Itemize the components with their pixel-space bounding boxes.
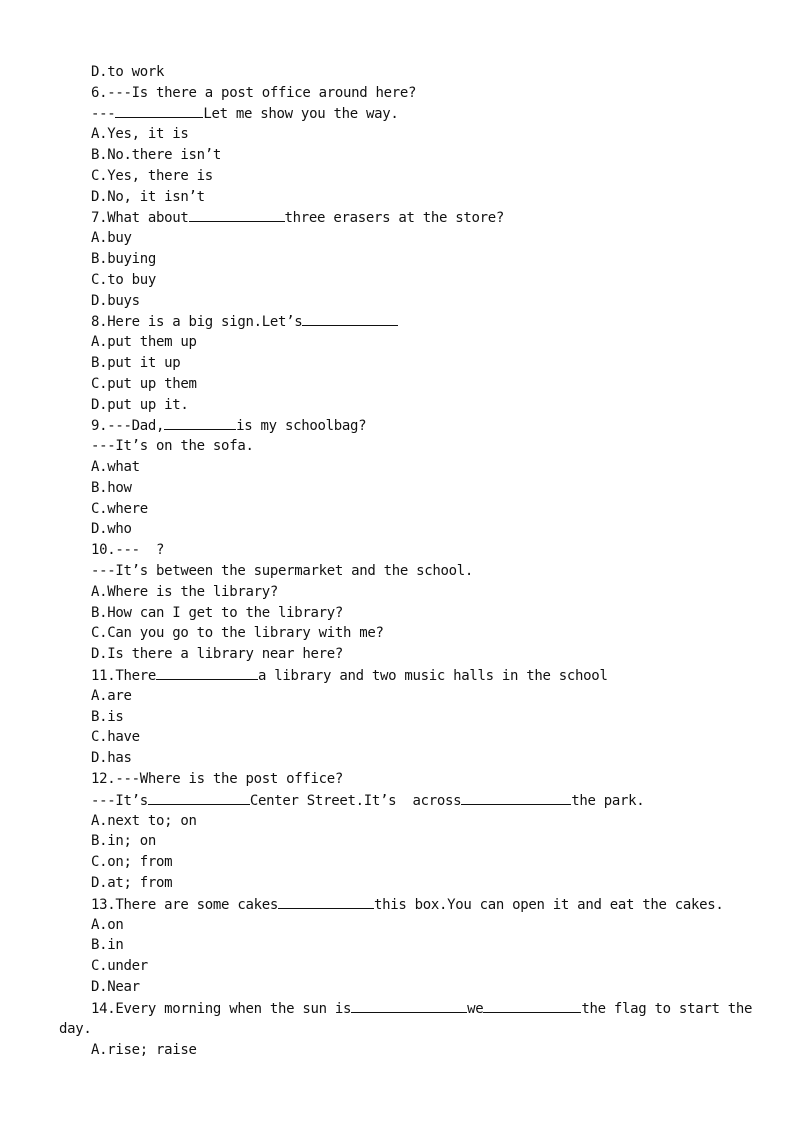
text-segment: ---: [91, 106, 116, 122]
text-segment: 14.Every morning when the sun is: [91, 1001, 352, 1017]
text-line: [91, 499, 148, 519]
text-line: [91, 831, 156, 851]
answer-blank: [115, 103, 203, 118]
text-line: [91, 103, 398, 123]
text-line: [91, 665, 608, 685]
text-segment: C.put up them: [91, 376, 197, 392]
text-line: [91, 935, 124, 955]
text-segment: 12.---Where is the post office?: [91, 771, 343, 787]
text-line: [91, 623, 384, 643]
text-segment: B.No.there isn’t: [91, 147, 222, 163]
text-segment: C.where: [91, 501, 148, 517]
text-segment: D.has: [91, 750, 132, 766]
text-segment: 9.---Dad,: [91, 418, 165, 434]
text-line: [91, 457, 140, 477]
text-segment: C.on; from: [91, 854, 173, 870]
text-segment: A.Yes, it is: [91, 126, 189, 142]
text-segment: B.How can I get to the library?: [91, 605, 343, 621]
text-segment: 10.--- ?: [91, 542, 165, 558]
text-segment: three erasers at the store?: [284, 210, 505, 226]
text-line: [91, 790, 644, 810]
text-line: [91, 353, 180, 373]
answer-blank: [189, 207, 285, 222]
text-line: [91, 769, 343, 789]
text-line: [91, 228, 132, 248]
text-line: [91, 727, 140, 747]
text-line: [91, 187, 205, 207]
text-segment: B.in: [91, 937, 124, 953]
text-line: [91, 62, 164, 82]
text-line: [91, 436, 254, 456]
text-segment: A.what: [91, 459, 140, 475]
text-segment: D.No, it isn’t: [91, 189, 205, 205]
text-segment: C.have: [91, 729, 140, 745]
text-segment: A.rise; raise: [91, 1042, 197, 1058]
text-segment: 11.There: [91, 668, 157, 684]
text-segment: day.: [59, 1021, 92, 1037]
text-segment: D.buys: [91, 293, 140, 309]
text-segment: C.Can you go to the library with me?: [91, 625, 384, 641]
answer-blank: [351, 998, 467, 1013]
text-segment: C.under: [91, 958, 148, 974]
text-segment: D.put up it.: [91, 397, 189, 413]
text-line: [91, 894, 724, 914]
text-line: [91, 311, 398, 331]
text-segment: B.buying: [91, 251, 157, 267]
text-segment: D.Is there a library near here?: [91, 646, 343, 662]
text-segment: ---It’s between the supermarket and the school.: [91, 563, 474, 579]
text-segment: Let me show you the way.: [203, 106, 399, 122]
text-segment: ---It’s on the sofa.: [91, 438, 254, 454]
text-segment: 13.There are some cakes: [91, 897, 278, 913]
text-segment: the flag to start the: [581, 1001, 753, 1017]
text-line: [91, 395, 189, 415]
text-segment: is my schoolbag?: [236, 418, 367, 434]
text-segment: B.put it up: [91, 355, 181, 371]
text-segment: D.Near: [91, 979, 140, 995]
text-line: [91, 519, 132, 539]
text-line: [91, 852, 172, 872]
text-line: [91, 270, 156, 290]
text-line: [91, 582, 278, 602]
answer-blank: [156, 665, 258, 680]
text-segment: 7.What about: [91, 210, 189, 226]
text-line: [91, 811, 197, 831]
text-line: [91, 873, 172, 893]
text-line: [91, 998, 752, 1018]
text-segment: Center Street.It’s across: [249, 793, 462, 809]
text-segment: we: [467, 1001, 484, 1017]
answer-blank: [278, 894, 374, 909]
text-segment: this box.You can open it and eat the cakes.: [373, 897, 724, 913]
text-line: [91, 332, 197, 352]
text-segment: B.how: [91, 480, 132, 496]
text-line: [91, 478, 132, 498]
answer-blank: [483, 998, 581, 1013]
text-segment: C.Yes, there is: [91, 168, 213, 184]
answer-blank: [164, 415, 236, 430]
text-segment: D.who: [91, 521, 132, 537]
text-segment: D.to work: [91, 64, 165, 80]
text-segment: A.Where is the library?: [91, 584, 278, 600]
text-line: [91, 249, 156, 269]
text-segment: D.at; from: [91, 875, 173, 891]
text-line: [91, 145, 221, 165]
text-segment: A.next to; on: [91, 813, 197, 829]
text-segment: B.in; on: [91, 833, 157, 849]
text-line: [91, 686, 132, 706]
text-line: [91, 977, 140, 997]
text-line: [91, 915, 124, 935]
text-line: [91, 540, 164, 560]
text-segment: B.is: [91, 709, 124, 725]
text-line: [91, 415, 366, 435]
text-line: [91, 644, 343, 664]
text-segment: C.to buy: [91, 272, 157, 288]
text-segment: A.put them up: [91, 334, 197, 350]
text-segment: A.on: [91, 917, 124, 933]
text-segment: 8.Here is a big sign.Let’s: [91, 314, 303, 330]
text-segment: A.buy: [91, 230, 132, 246]
text-segment: 6.---Is there a post office around here?: [91, 85, 417, 101]
text-segment: a library and two music halls in the school: [258, 668, 608, 684]
answer-blank: [461, 790, 571, 805]
answer-blank: [148, 790, 250, 805]
text-line: [91, 1040, 197, 1060]
answer-blank: [302, 311, 398, 326]
text-line: [91, 374, 197, 394]
text-line: [91, 603, 343, 623]
text-segment: the park.: [571, 793, 645, 809]
text-segment: ---It’s: [91, 793, 148, 809]
text-line: [91, 748, 132, 768]
text-line: [91, 166, 213, 186]
text-line: [91, 124, 189, 144]
text-line: [91, 83, 416, 103]
text-line: [91, 956, 148, 976]
text-line: [91, 561, 473, 581]
text-line: [91, 707, 124, 727]
text-line: [91, 291, 140, 311]
text-segment: A.are: [91, 688, 132, 704]
text-line: [91, 207, 504, 227]
text-line: [59, 1019, 92, 1039]
